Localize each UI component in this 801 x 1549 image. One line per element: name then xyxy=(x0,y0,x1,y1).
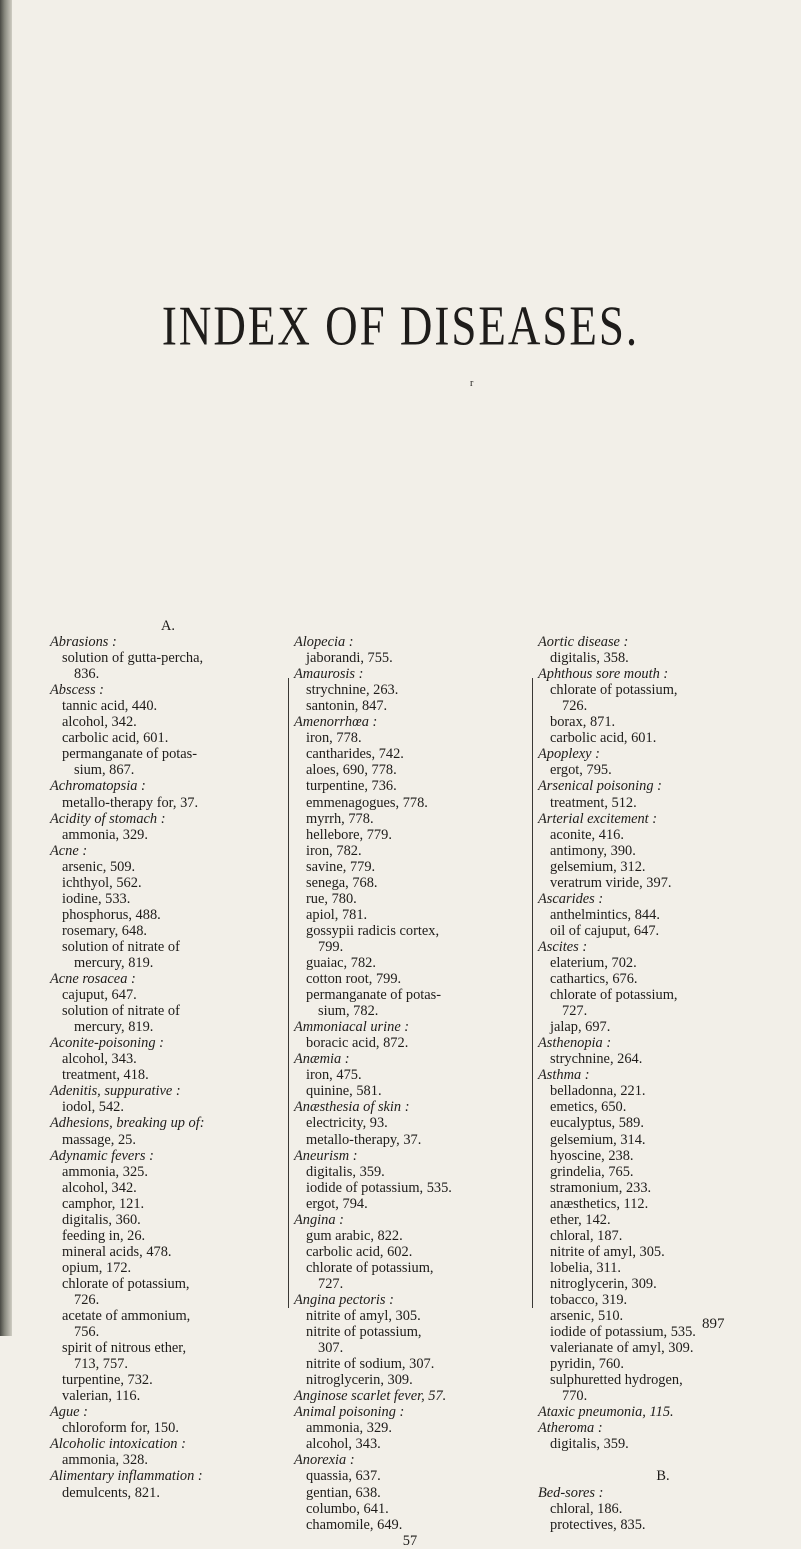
index-subentry: mercury, 819. xyxy=(74,954,154,971)
page-number: 897 xyxy=(702,1316,725,1332)
index-subentry: strychnine, 264. xyxy=(550,1051,643,1068)
index-subentry: chlorate of potassium, xyxy=(62,1275,190,1292)
index-subentry: sulphuretted hydrogen, xyxy=(550,1372,683,1389)
index-subentry: 726. xyxy=(562,698,588,715)
section-gap xyxy=(538,1452,788,1468)
index-subentry: electricity, 93. xyxy=(306,1115,388,1132)
index-subentry: savine, 779. xyxy=(306,858,376,875)
index-subentry: jalap, 697. xyxy=(550,1019,611,1036)
index-heading: Alopecia : xyxy=(294,634,354,651)
index-subentry: permanganate of potas- xyxy=(306,987,442,1004)
index-subentry: guaiac, 782. xyxy=(306,954,376,971)
index-column-3 xyxy=(538,618,788,1533)
index-subentry: rue, 780. xyxy=(306,890,357,907)
index-subentry: aconite, 416. xyxy=(550,826,624,843)
index-subentry: ichthyol, 562. xyxy=(62,874,142,891)
index-heading: Alimentary inflammation : xyxy=(50,1468,203,1485)
index-subentry: cathartics, 676. xyxy=(550,971,638,988)
index-heading: Aneurism : xyxy=(294,1147,358,1164)
index-subentry: antimony, 390. xyxy=(550,842,636,859)
index-subentry: stramonium, 233. xyxy=(550,1179,652,1196)
index-heading: Ammoniacal urine : xyxy=(294,1019,410,1036)
index-subentry: valerian, 116. xyxy=(62,1388,141,1405)
index-subentry: chlorate of potassium, xyxy=(550,682,678,699)
index-heading: Aphthous sore mouth : xyxy=(538,666,669,683)
index-subentry: chloroform for, 150. xyxy=(62,1420,179,1437)
signature-mark: 57 xyxy=(402,1532,418,1549)
index-subentry: nitrite of sodium, 307. xyxy=(306,1356,435,1373)
index-subentry: treatment, 512. xyxy=(550,794,637,811)
index-heading: Acne : xyxy=(50,842,88,859)
index-heading: Achromatopsia : xyxy=(50,778,146,795)
column-top-spacer xyxy=(294,618,526,634)
index-heading: Alcoholic intoxication : xyxy=(50,1436,186,1453)
index-heading: Abscess : xyxy=(50,682,104,699)
index-heading: Asthma : xyxy=(538,1067,590,1084)
index-heading: Asthenopia : xyxy=(538,1035,612,1052)
book-spine-shadow xyxy=(0,0,12,1336)
index-subentry: ether, 142. xyxy=(550,1211,611,1228)
index-subentry: alcohol, 343. xyxy=(306,1436,381,1453)
index-subentry: columbo, 641. xyxy=(306,1500,389,1517)
index-subentry: ammonia, 328. xyxy=(62,1452,148,1469)
index-subentry: digitalis, 359. xyxy=(550,1436,629,1453)
index-subentry: carbolic acid, 602. xyxy=(306,1243,413,1260)
index-subentry: turpentine, 736. xyxy=(306,778,397,795)
index-subentry: spirit of nitrous ether, xyxy=(62,1340,187,1357)
index-heading: Anginose scarlet fever, 57. xyxy=(294,1388,447,1405)
index-subentry: mercury, 819. xyxy=(74,1019,154,1036)
index-subentry: 836. xyxy=(74,666,100,683)
index-subentry: 727. xyxy=(562,1003,588,1020)
index-subentry: chlorate of potassium, xyxy=(550,987,678,1004)
index-subentry: ammonia, 325. xyxy=(62,1163,148,1180)
index-subentry: jaborandi, 755. xyxy=(306,650,393,667)
index-subentry: boracic acid, 872. xyxy=(306,1035,409,1052)
index-subentry: acetate of ammonium, xyxy=(62,1308,191,1325)
index-column-2 xyxy=(294,618,526,1549)
index-heading: Amenorrhœa : xyxy=(294,714,378,731)
index-heading: Angina : xyxy=(294,1211,344,1228)
index-subentry: 307. xyxy=(318,1340,344,1357)
index-subentry: digitalis, 358. xyxy=(550,650,629,667)
index-heading: Ataxic pneumonia, 115. xyxy=(538,1404,674,1421)
index-heading: Arsenical poisoning : xyxy=(538,778,662,795)
index-subentry: solution of nitrate of xyxy=(62,1003,180,1020)
index-subentry: treatment, 418. xyxy=(62,1067,149,1084)
index-subentry: metallo-therapy, 37. xyxy=(306,1131,422,1148)
stray-mark: r xyxy=(470,378,474,389)
index-heading: Adhesions, breaking up of: xyxy=(50,1115,205,1132)
index-subentry: gelsemium, 312. xyxy=(550,858,646,875)
index-subentry: belladonna, 221. xyxy=(550,1083,646,1100)
index-subentry: grindelia, 765. xyxy=(550,1163,634,1180)
index-subentry: emetics, 650. xyxy=(550,1099,627,1116)
index-subentry: quassia, 637. xyxy=(306,1468,381,1485)
index-subentry: arsenic, 509. xyxy=(62,858,136,875)
index-subentry: chloral, 187. xyxy=(550,1227,623,1244)
index-subentry: opium, 172. xyxy=(62,1259,132,1276)
index-subentry: 713, 757. xyxy=(74,1356,128,1373)
index-heading: Adenitis, suppurative : xyxy=(50,1083,181,1100)
index-subentry: gentian, 638. xyxy=(306,1484,381,1501)
index-heading: Amaurosis : xyxy=(294,666,364,683)
index-subentry: eucalyptus, 589. xyxy=(550,1115,644,1132)
index-heading: Angina pectoris : xyxy=(294,1291,394,1308)
index-subentry: anthelmintics, 844. xyxy=(550,906,660,923)
index-subentry: oil of cajuput, 647. xyxy=(550,922,660,939)
index-subentry: 756. xyxy=(74,1324,100,1341)
index-subentry: santonin, 847. xyxy=(306,698,388,715)
index-subentry: protectives, 835. xyxy=(550,1516,646,1533)
index-heading: Acidity of stomach : xyxy=(50,810,166,827)
index-subentry: iron, 475. xyxy=(306,1067,362,1084)
section-letter: B. xyxy=(656,1468,670,1485)
index-subentry: tannic acid, 440. xyxy=(62,698,158,715)
index-subentry: iron, 782. xyxy=(306,842,362,859)
index-subentry: cotton root, 799. xyxy=(306,971,402,988)
index-heading: Animal poisoning : xyxy=(294,1404,405,1421)
index-heading: Ague : xyxy=(50,1404,88,1421)
index-subentry: sium, 867. xyxy=(74,762,135,779)
index-subentry: arsenic, 510. xyxy=(550,1308,624,1325)
index-subentry: veratrum viride, 397. xyxy=(550,874,672,891)
index-subentry: 726. xyxy=(74,1291,100,1308)
index-subentry: solution of gutta-percha, xyxy=(62,650,204,667)
index-subentry: ergot, 795. xyxy=(550,762,612,779)
index-subentry: phosphorus, 488. xyxy=(62,906,161,923)
index-subentry: pyridin, 760. xyxy=(550,1356,624,1373)
column-top-spacer xyxy=(538,618,788,634)
index-subentry: lobelia, 311. xyxy=(550,1259,622,1276)
index-subentry: elaterium, 702. xyxy=(550,954,637,971)
index-subentry: 770. xyxy=(562,1388,588,1405)
index-subentry: carbolic acid, 601. xyxy=(62,730,169,747)
index-subentry: apiol, 781. xyxy=(306,906,368,923)
page-title: INDEX OF DISEASES. xyxy=(161,294,640,357)
index-subentry: turpentine, 732. xyxy=(62,1372,153,1389)
column-rule-left xyxy=(288,678,289,1308)
index-subentry: iodide of potassium, 535. xyxy=(306,1179,452,1196)
index-subentry: massage, 25. xyxy=(62,1131,136,1148)
index-subentry: hyoscine, 238. xyxy=(550,1147,634,1164)
index-subentry: nitrite of amyl, 305. xyxy=(306,1308,421,1325)
index-subentry: cantharides, 742. xyxy=(306,746,404,763)
index-subentry: digitalis, 360. xyxy=(62,1211,141,1228)
index-subentry: demulcents, 821. xyxy=(62,1484,160,1501)
index-subentry: chamomile, 649. xyxy=(306,1516,403,1533)
index-subentry: myrrh, 778. xyxy=(306,810,374,827)
index-column-1 xyxy=(50,618,286,1501)
index-heading: Abrasions : xyxy=(50,634,117,651)
index-subentry: nitroglycerin, 309. xyxy=(550,1275,657,1292)
index-subentry: hellebore, 779. xyxy=(306,826,392,843)
index-heading: Anæsthesia of skin : xyxy=(294,1099,410,1116)
index-subentry: nitrite of potassium, xyxy=(306,1324,422,1341)
index-subentry: iodine, 533. xyxy=(62,890,131,907)
index-subentry: nitroglycerin, 309. xyxy=(306,1372,413,1389)
index-heading: Aortic disease : xyxy=(538,634,629,651)
index-subentry: senega, 768. xyxy=(306,874,378,891)
column-rule-right xyxy=(532,678,533,1308)
index-subentry: iodide of potassium, 535. xyxy=(550,1324,696,1341)
index-subentry: cajuput, 647. xyxy=(62,987,137,1004)
index-subentry: rosemary, 648. xyxy=(62,922,147,939)
index-subentry: metallo-therapy for, 37. xyxy=(62,794,199,811)
index-heading: Atheroma : xyxy=(538,1420,603,1437)
index-subentry: quinine, 581. xyxy=(306,1083,382,1100)
index-subentry: mineral acids, 478. xyxy=(62,1243,172,1260)
index-subentry: borax, 871. xyxy=(550,714,616,731)
section-letter: A. xyxy=(161,618,175,634)
index-subentry: tobacco, 319. xyxy=(550,1291,628,1308)
index-subentry: alcohol, 342. xyxy=(62,714,137,731)
index-subentry: strychnine, 263. xyxy=(306,682,399,699)
index-subentry: gum arabic, 822. xyxy=(306,1227,403,1244)
index-subentry: emmenagogues, 778. xyxy=(306,794,428,811)
index-subentry: carbolic acid, 601. xyxy=(550,730,657,747)
index-subentry: ammonia, 329. xyxy=(306,1420,392,1437)
index-subentry: anæsthetics, 112. xyxy=(550,1195,649,1212)
index-subentry: sium, 782. xyxy=(318,1003,379,1020)
index-subentry: gossypii radicis cortex, xyxy=(306,922,440,939)
index-subentry: chloral, 186. xyxy=(550,1500,623,1517)
index-heading: Ascarides : xyxy=(538,890,604,907)
index-subentry: feeding in, 26. xyxy=(62,1227,146,1244)
index-subentry: iodol, 542. xyxy=(62,1099,124,1116)
index-subentry: digitalis, 359. xyxy=(306,1163,385,1180)
index-subentry: gelsemium, 314. xyxy=(550,1131,646,1148)
index-heading: Anæmia : xyxy=(294,1051,350,1068)
index-subentry: valerianate of amyl, 309. xyxy=(550,1340,694,1357)
index-subentry: 799. xyxy=(318,938,344,955)
index-subentry: alcohol, 343. xyxy=(62,1051,137,1068)
index-heading: Arterial excitement : xyxy=(538,810,658,827)
index-heading: Apoplexy : xyxy=(538,746,600,763)
index-subentry: permanganate of potas- xyxy=(62,746,198,763)
index-subentry: nitrite of amyl, 305. xyxy=(550,1243,665,1260)
index-subentry: iron, 778. xyxy=(306,730,362,747)
index-subentry: 727. xyxy=(318,1275,344,1292)
index-subentry: aloes, 690, 778. xyxy=(306,762,397,779)
index-subentry: solution of nitrate of xyxy=(62,938,180,955)
index-subentry: ergot, 794. xyxy=(306,1195,368,1212)
index-subentry: camphor, 121. xyxy=(62,1195,145,1212)
index-heading: Aconite-poisoning : xyxy=(50,1035,164,1052)
index-heading: Adynamic fevers : xyxy=(50,1147,154,1164)
index-subentry: ammonia, 329. xyxy=(62,826,148,843)
index-heading: Ascites : xyxy=(538,938,588,955)
index-heading: Bed-sores : xyxy=(538,1484,604,1501)
index-heading: Anorexia : xyxy=(294,1452,355,1469)
index-heading: Acne rosacea : xyxy=(50,971,136,988)
index-subentry: alcohol, 342. xyxy=(62,1179,137,1196)
index-subentry: chlorate of potassium, xyxy=(306,1259,434,1276)
